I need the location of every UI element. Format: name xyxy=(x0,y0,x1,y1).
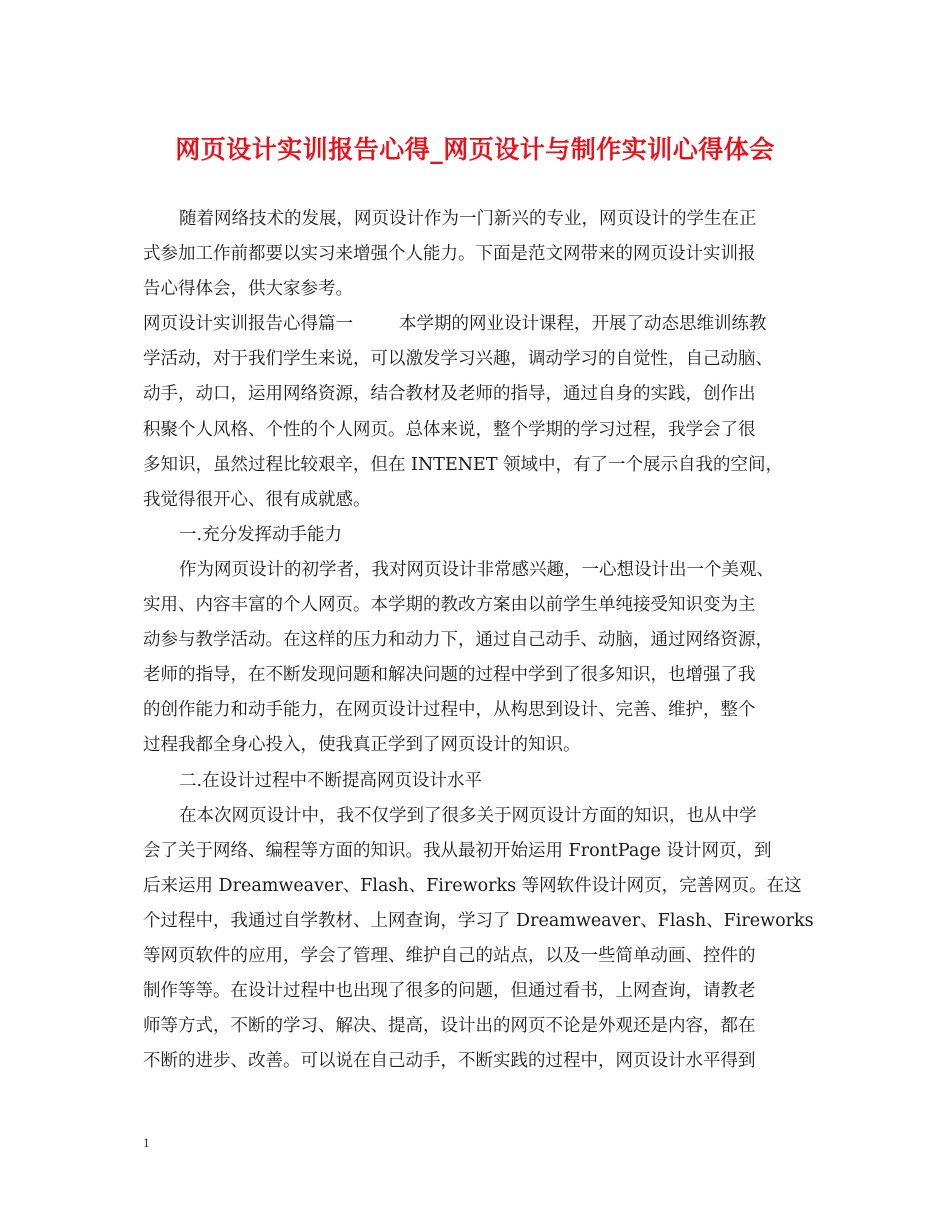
line-text: 本学期的网业设计课程，开展了动态思维训练教 xyxy=(399,314,767,335)
line-text: 多知识，虽然过程比较艰辛，但在 INTENET 领域中，有了一个展示自我的空间， xyxy=(143,454,784,475)
text-line xyxy=(143,448,823,483)
text-line xyxy=(143,974,823,1009)
text-line xyxy=(143,1009,823,1044)
document-title: 网页设计实训报告心得_网页设计与制作实训心得体会 xyxy=(175,135,775,164)
line-text: 一.充分发挥动手能力 xyxy=(179,524,343,545)
text-line xyxy=(143,377,823,412)
line-text: 等网页软件的应用，学会了管理、维护自己的站点，以及一些简单动画、控件的 xyxy=(143,945,756,966)
line-text: 我觉得很开心、很有成就感。 xyxy=(143,489,371,510)
text-line xyxy=(143,939,823,974)
text-line xyxy=(143,1044,823,1079)
text-line xyxy=(143,553,823,588)
text-line xyxy=(143,202,823,237)
text-line xyxy=(143,272,823,307)
line-text: 师等方式，不断的学习、解决、提高，设计出的网页不论是外观还是内容，都在 xyxy=(143,1016,756,1037)
line-text: 个过程中，我通过自学教材、上网查询，学习了 Dreamweaver、Flash、Fireworks xyxy=(143,910,814,931)
text-line xyxy=(143,799,823,834)
line-text: 在本次网页设计中，我不仅学到了很多关于网页设计方面的知识，也从中学 xyxy=(179,805,757,826)
line-text: 式参加工作前都要以实习来增强个人能力。下面是范文网带来的网页设计实训报 xyxy=(143,244,756,265)
line-text: 后来运用 Dreamweaver、Flash、Fireworks 等网软件设计网页，完善网页。在这 xyxy=(143,875,802,896)
text-line xyxy=(143,834,823,869)
text-line xyxy=(143,728,823,763)
line-text: 作为网页设计的初学者，我对网页设计非常感兴趣，一心想设计出一个美观、 xyxy=(179,559,774,580)
line-text: 动手，动口，运用网络资源，结合教材及老师的指导，通过自身的实践，创作出 xyxy=(143,384,756,405)
line-text: 二.在设计过程中不断提高网页设计水平 xyxy=(179,770,483,791)
text-line xyxy=(143,904,823,939)
line-text: 实用、内容丰富的个人网页。本学期的教改方案由以前学生单纯接受知识变为主 xyxy=(143,595,756,616)
line-text: 老师的指导，在不断发现问题和解决问题的过程中学到了很多知识，也增强了我 xyxy=(143,665,756,686)
text-line xyxy=(143,623,823,658)
text-line xyxy=(143,693,823,728)
line-text: 会了关于网络、编程等方面的知识。我从最初开始运用 FrontPage 设计网页，到 xyxy=(143,840,772,861)
line-text: 制作等等。在设计过程中也出现了很多的问题，但通过看书，上网查询，请教老 xyxy=(143,981,756,1002)
document-body xyxy=(143,202,823,1079)
line-text: 随着网络技术的发展，网页设计作为一门新兴的专业，网页设计的学生在正 xyxy=(179,209,757,229)
text-line xyxy=(143,658,823,693)
line-text: 动参与教学活动。在这样的压力和动力下，通过自己动手、动脑，通过网络资源， xyxy=(143,630,773,651)
text-line xyxy=(143,342,823,377)
text-line xyxy=(143,869,823,904)
line-text: 学活动，对于我们学生来说，可以激发学习兴趣，调动学习的自觉性，自己动脑、 xyxy=(143,349,773,370)
text-line xyxy=(143,413,823,448)
page-number: 1 xyxy=(143,1135,150,1150)
text-line xyxy=(143,764,823,799)
section-heading-inline: 网页设计实训报告心得篇一 xyxy=(143,314,353,335)
text-line xyxy=(143,483,823,518)
text-line xyxy=(143,237,823,272)
text-line xyxy=(143,307,823,342)
line-text: 不断的进步、改善。可以说在自己动手，不断实践的过程中，网页设计水平得到 xyxy=(143,1051,756,1072)
line-text: 的创作能力和动手能力，在网页设计过程中，从构思到设计、完善、维护，整个 xyxy=(143,700,756,721)
line-text: 过程我都全身心投入，使我真正学到了网页设计的知识。 xyxy=(143,735,581,756)
text-line xyxy=(143,588,823,623)
line-text: 积聚个人风格、个性的个人网页。总体来说，整个学期的学习过程，我学会了很 xyxy=(143,419,756,440)
text-line xyxy=(143,518,823,553)
line-text: 告心得体会，供大家参考。 xyxy=(143,279,353,300)
